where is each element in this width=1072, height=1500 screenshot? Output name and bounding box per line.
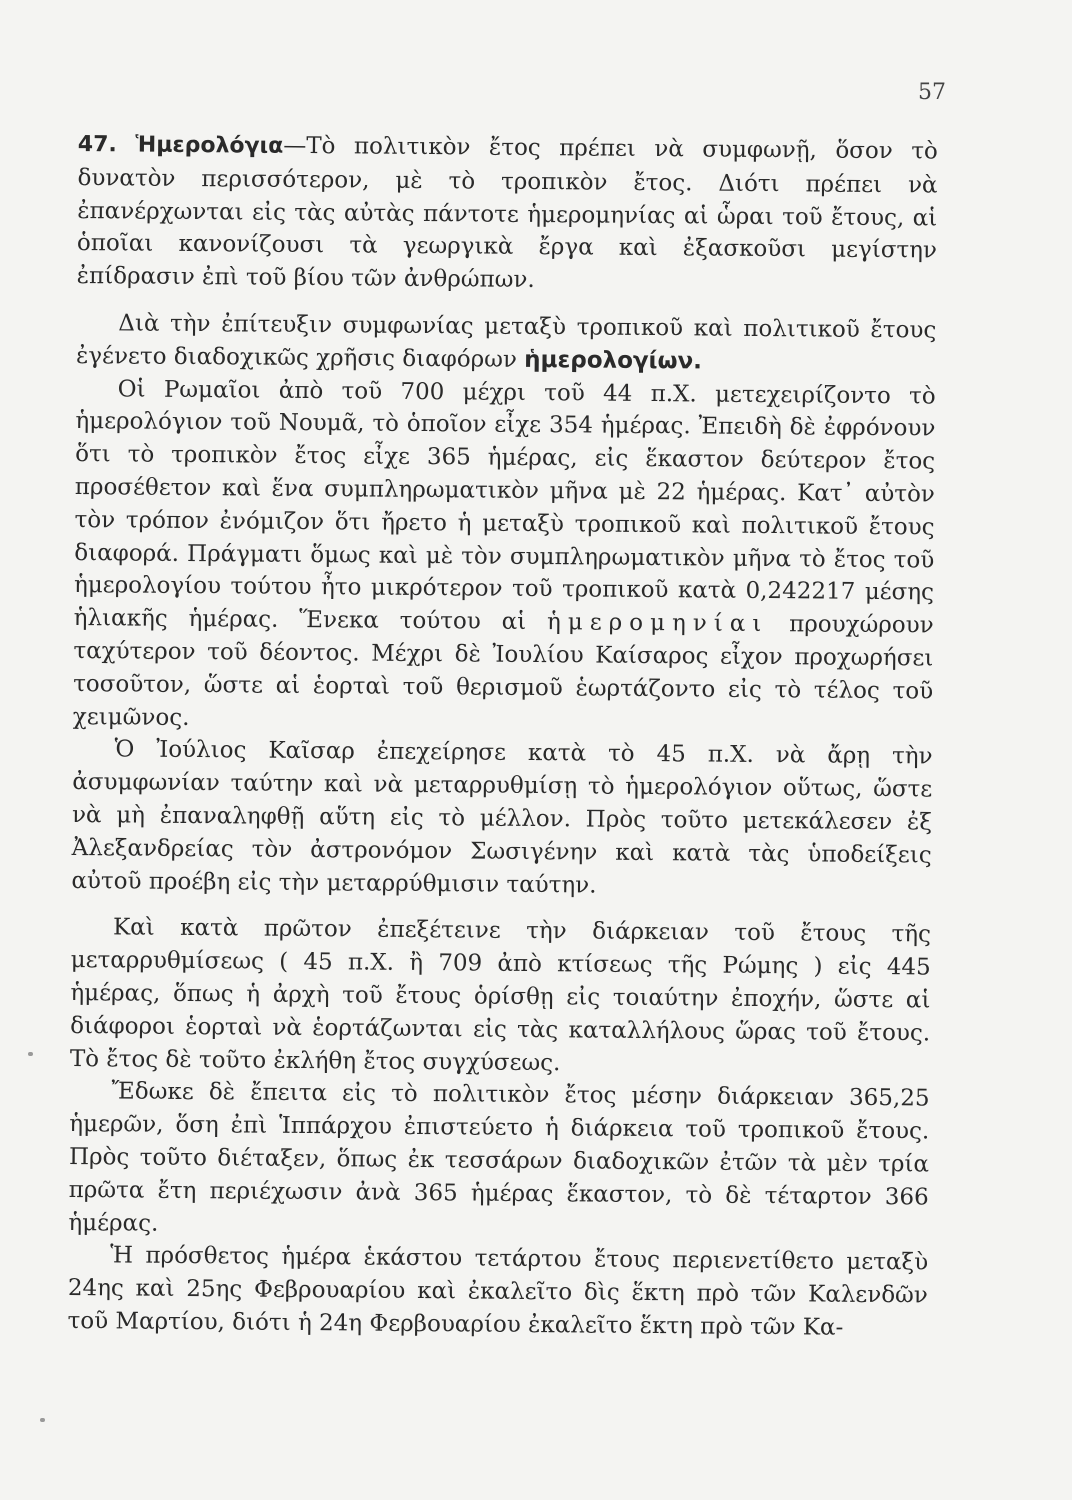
term-calendars: ἡμερολογίων. — [524, 346, 703, 375]
paragraph-2-text: Διὰ τὴν ἐπίτευξιν συμφωνίας μεταξὺ τροπικοῦ καὶ πολιτικοῦ ἔτους ἐγένετο διαδοχικῶς χρῆσις διαφόρων — [75, 310, 937, 373]
paragraph-4: Ὁ Ἰούλιος Καῖσαρ ἐπεχείρησε κατὰ τὸ 45 π.Χ. νὰ ἄρῃ τὴν ἀσυμφωνίαν ταύτην καὶ νὰ μεταρρυθμίσῃ τὸ ἡμερολόγιον οὕτως, ὥστε νὰ μὴ ἐπαναληφθῇ αὕτη εἰς τὸ μέλλον. Πρὸς τοῦτο μετεκάλεσεν ἐξ Ἀλεξανδρείας τὸν ἀστρονόμον Σωσιγένην καὶ κατὰ τὰς ὑποδείξεις αὐτοῦ προέβη εἰς τὴν μεταρρύθμισιν ταύτην. — [71, 736, 933, 899]
paragraph-3 — [73, 373, 936, 741]
paragraph-2 — [76, 307, 937, 380]
spaced-term-dates: ἡμερομηνίαι — [546, 609, 769, 638]
page-body — [67, 128, 938, 1345]
paragraph-3-end: προυχώρουν ταχύτερον τοῦ δέοντος. Μέχρι δὲ Ἰουλίου Καίσαρος εἶχον προχωρήσει τοσοῦτον, ὥστε αἱ ἑορταὶ τοῦ θερισμοῦ ἑωρτάζοντο εἰς τὸ τέλος τοῦ χειμῶνος. — [72, 611, 934, 731]
section-intro: —Τὸ πολιτικὸν ἔτος πρέπει νὰ συμφωνῇ, ὅσον τὸ δυνατὸν περισσότερον, μὲ τὸ τροπικὸν ἔτος. Διότι πρέπει νὰ ἐπανέρχωνται εἰς τὰς αὐτὰς πάντοτε ἡμερομηνίας αἱ ὧραι τοῦ ἔτους, αἱ ὁποῖαι κανονίζουσι τὰ γεωργικὰ ἔργα καὶ ἐξασκοῦσι μεγίστην ἐπίδρασιν ἐπὶ τοῦ βίου τῶν ἀνθρώπων. — [76, 132, 938, 294]
paragraph-7: Ἡ πρόσθετος ἡμέρα ἑκάστου τετάρτου ἔτους περιενετίθετο μεταξὺ 24ης καὶ 25ης Φεβρουαρίου καὶ ἐκαλεῖτο δὶς ἕκτη πρὸ τῶν Καλενδῶν τοῦ Μαρτίου, διότι ἡ 24η Φερβουαρίου ἐκαλεῖτο ἕκτη πρὸ τῶν Κα- — [67, 1242, 929, 1341]
paragraph-3-text: Οἱ Ρωμαῖοι ἀπὸ τοῦ 700 μέχρι τοῦ 44 π.Χ. μετεχειρίζοντο τὸ ἡμερολόγιον τοῦ Νουμᾶ, τὸ ὁποῖον εἶχε 354 ἡμέρας. Ἐπειδὴ δὲ ἐφρόνουν ὅτι τὸ τροπικὸν ἔτος εἶχε 365 ἡμέρας, εἰς ἕκαστον δεύτερον ἔτος προσέθετον καὶ ἕνα συμπληρωματικὸν μῆνα μὲ 22 ἡμέρας. Κατ᾽ αὐτὸν τὸν τρόπον ἐνόμιζον ὅτι ἤρετο ἡ μεταξὺ τροπικοῦ καὶ πολιτικοῦ ἔτους διαφορά. Πράγματι ὅμως καὶ μὲ τὸν συμπληρωματικὸν μῆνα τὸ ἔτος τοῦ ἡμερολογίου τούτου ἦτο μικρότερον τοῦ τροπικοῦ κατὰ 0,242217 μέσης ἡλιακῆς ἡμέρας. Ἕνεκα τούτου αἱ — [73, 375, 936, 636]
page-number: 57 — [918, 80, 946, 105]
section-title: Ἡμερολόγια — [135, 132, 284, 159]
scan-speck — [40, 1418, 45, 1422]
paragraph-section-47 — [77, 128, 938, 300]
scan-speck — [28, 1052, 33, 1056]
paragraph-6: Ἔδωκε δὲ ἔπειτα εἰς τὸ πολιτικὸν ἔτος μέσην διάρκειαν 365,25 ἡμερῶν, ὅση ἐπὶ Ἱππάρχου ἐπιστεύετο ἡ διάρκεια τοῦ τροπικοῦ ἔτους. Πρὸς τοῦτο διέταξεν, ὅπως ἐκ τεσσάρων διαδοχικῶν ἐτῶν τὰ μὲν τρία πρῶτα ἔτη περιέχωσιν ἀνὰ 365 ἡμέρας ἕκαστον, τὸ δὲ τέταρτον 366 ἡμέρας. — [68, 1078, 930, 1237]
paragraph-5: Καὶ κατὰ πρῶτον ἐπεξέτεινε τὴν διάρκειαν τοῦ ἔτους τῆς μεταρρυθμίσεως ( 45 π.Χ. ἢ 709 ἀπὸ κτίσεως τῆς Ρώμης ) εἰς 445 ἡμέρας, ὅπως ἡ ἀρχὴ τοῦ ἔτους ὁρίσθῃ εἰς τοιαύτην ἐποχήν, ὥστε αἱ διάφοροι ἑορταὶ νὰ ἑορτάζωνται εἰς τὰς καταλλήλους ὥρας τοῦ ἔτους. Τὸ ἔτος δὲ τοῦτο ἐκλήθη ἔτος συγχύσεως. — [69, 914, 932, 1076]
section-number: 47. — [77, 131, 117, 158]
